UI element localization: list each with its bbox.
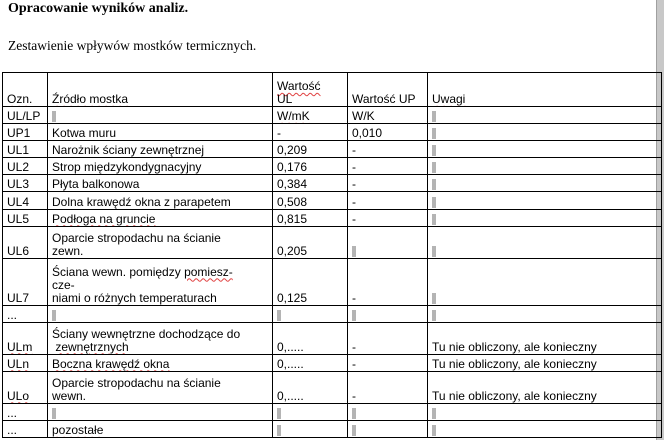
- cell-ozn: UL2: [3, 158, 48, 175]
- cell-ul: [273, 403, 348, 420]
- empty-cell-marker: [277, 310, 281, 321]
- cell-ul: 0,.....: [273, 371, 348, 403]
- cell-up: 0,010: [348, 124, 428, 141]
- cell-ul: 0,508: [273, 192, 348, 209]
- cell-zrodlo: [48, 403, 273, 420]
- document-subheading: Zestawienie wpływów mostków termicznych.: [8, 38, 257, 53]
- cell-up: -: [348, 322, 428, 354]
- header-uwagi: Uwagi: [428, 73, 662, 107]
- cell-up: -: [348, 209, 428, 226]
- cell-up: [348, 403, 428, 420]
- cell-uwagi: [428, 258, 662, 305]
- units-ozn: UL/LP: [3, 107, 48, 124]
- cell-ozn: UL6: [3, 226, 48, 258]
- cell-ul: 0,176: [273, 158, 348, 175]
- table-header-row: [3, 73, 662, 107]
- table-row: [3, 141, 662, 158]
- header-zrodlo: Źródło mostka: [48, 73, 273, 107]
- cell-uwagi: [428, 124, 662, 141]
- cell-ozn: ...: [3, 420, 48, 437]
- empty-cell-marker: [352, 408, 356, 419]
- cell-uwagi: Tu nie obliczony, ale konieczny: [428, 322, 662, 354]
- cell-up: -: [348, 192, 428, 209]
- cell-ozn: UL4: [3, 192, 48, 209]
- cell-zrodlo: Płyta balkonowa: [48, 175, 273, 192]
- cell-ozn: UL5: [3, 209, 48, 226]
- cell-up: -: [348, 258, 428, 305]
- cell-ul: 0,209: [273, 141, 348, 158]
- cell-uwagi: [428, 420, 662, 437]
- cell-up: -: [348, 158, 428, 175]
- table-row: [3, 371, 662, 403]
- cell-zrodlo: Dolna krawędź okna z parapetem: [48, 192, 273, 209]
- cell-uwagi: [428, 158, 662, 175]
- table-row: [3, 226, 662, 258]
- cell-zrodlo: [48, 305, 273, 322]
- header-ul: Wartość UL: [273, 73, 348, 107]
- cell-ozn: ...: [3, 403, 48, 420]
- cell-ul: 0,.....: [273, 354, 348, 371]
- thermal-bridges-table: [2, 72, 662, 438]
- cell-ozn: ULn: [3, 354, 48, 371]
- table-row: [3, 175, 662, 192]
- cell-zrodlo: Oparcie stropodachu na ścianie zewn.: [48, 226, 273, 258]
- cell-uwagi: Tu nie obliczony, ale konieczny: [428, 354, 662, 371]
- cell-ozn: UL1: [3, 141, 48, 158]
- table-row: [3, 192, 662, 209]
- cell-uwagi: [428, 209, 662, 226]
- units-up: W/K: [348, 107, 428, 124]
- cell-uwagi: [428, 403, 662, 420]
- cell-up: -: [348, 354, 428, 371]
- table-row: [3, 305, 662, 322]
- empty-cell-marker: [432, 246, 436, 257]
- cell-ozn: ULm: [3, 322, 48, 354]
- empty-cell-marker: [52, 408, 56, 419]
- cell-ozn: UP1: [3, 124, 48, 141]
- empty-cell-marker: [277, 425, 281, 436]
- cell-ul: 0,815: [273, 209, 348, 226]
- cell-ul: [273, 305, 348, 322]
- table-row: [3, 124, 662, 141]
- header-up: Wartość UP: [348, 73, 428, 107]
- empty-cell-marker: [432, 145, 436, 156]
- cell-ozn: UL3: [3, 175, 48, 192]
- document-heading: Opracowanie wyników analiz.: [8, 1, 189, 16]
- cell-up: -: [348, 141, 428, 158]
- cell-uwagi: [428, 175, 662, 192]
- cell-ozn: UL7: [3, 258, 48, 305]
- cell-zrodlo: Oparcie stropodachu na ścianie wewn.: [48, 371, 273, 403]
- cell-zrodlo: Ściany wewnętrzne dochodzące do zewnętrznych: [48, 322, 273, 354]
- empty-cell-marker: [52, 111, 56, 122]
- cell-ul: -: [273, 124, 348, 141]
- units-ul: W/mK: [273, 107, 348, 124]
- empty-cell-marker: [432, 293, 436, 304]
- cell-uwagi: [428, 226, 662, 258]
- cell-zrodlo: pozostałe: [48, 420, 273, 437]
- cell-uwagi: [428, 305, 662, 322]
- cell-zrodlo: Narożnik ściany zewnętrznej: [48, 141, 273, 158]
- cell-up: [348, 226, 428, 258]
- cell-ul: 0,125: [273, 258, 348, 305]
- cell-ozn: ULo: [3, 371, 48, 403]
- empty-cell-marker: [432, 425, 436, 436]
- empty-cell-marker: [432, 408, 436, 419]
- cell-zrodlo: Boczna krawędź okna: [48, 354, 273, 371]
- cell-zrodlo: Strop międzykondygnacyjny: [48, 158, 273, 175]
- cell-uwagi: Tu nie obliczony, ale konieczny: [428, 371, 662, 403]
- empty-cell-marker: [432, 197, 436, 208]
- empty-cell-marker: [432, 111, 436, 122]
- cell-zrodlo: Ściana wewn. pomiędzy pomiesz- cze- niami o różnych temperaturach: [48, 258, 273, 305]
- empty-cell-marker: [52, 310, 56, 321]
- empty-cell-marker: [352, 246, 356, 257]
- empty-cell-marker: [432, 214, 436, 225]
- table-row: [3, 420, 662, 437]
- empty-cell-marker: [432, 162, 436, 173]
- table-row: [3, 354, 662, 371]
- units-zrodlo: [48, 107, 273, 124]
- table-row: [3, 322, 662, 354]
- cell-ozn: ...: [3, 305, 48, 322]
- cell-ul: 0,384: [273, 175, 348, 192]
- header-ozn: Ozn.: [3, 73, 48, 107]
- table-units-row: [3, 107, 662, 124]
- empty-cell-marker: [352, 425, 356, 436]
- cell-zrodlo: Podłoga na gruncie: [48, 209, 273, 226]
- table-row: [3, 403, 662, 420]
- table-row: [3, 258, 662, 305]
- empty-cell-marker: [432, 310, 436, 321]
- cell-uwagi: [428, 192, 662, 209]
- table-row: [3, 158, 662, 175]
- empty-cell-marker: [277, 408, 281, 419]
- cell-up: [348, 305, 428, 322]
- cell-ul: 0,205: [273, 226, 348, 258]
- empty-cell-marker: [432, 179, 436, 190]
- cell-up: -: [348, 371, 428, 403]
- cell-ul: [273, 420, 348, 437]
- cell-zrodlo: Kotwa muru: [48, 124, 273, 141]
- cell-ul: 0,.....: [273, 322, 348, 354]
- empty-cell-marker: [432, 128, 436, 139]
- cell-up: -: [348, 175, 428, 192]
- units-uwagi: [428, 107, 662, 124]
- table-row: [3, 209, 662, 226]
- cell-up: [348, 420, 428, 437]
- cell-uwagi: [428, 141, 662, 158]
- empty-cell-marker: [352, 310, 356, 321]
